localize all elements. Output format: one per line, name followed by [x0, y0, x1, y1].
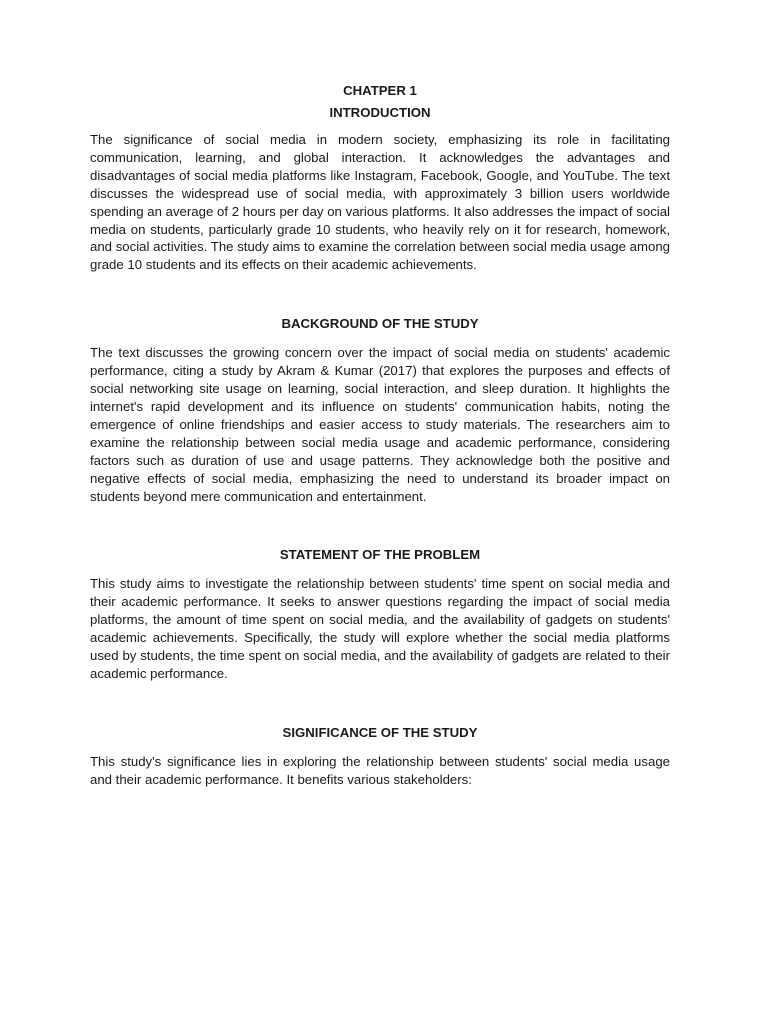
section-heading-background: BACKGROUND OF THE STUDY [281, 316, 479, 332]
section-heading-statement-of-problem: STATEMENT OF THE PROBLEM [279, 547, 481, 563]
chapter-title: CHATPER 1 [343, 83, 417, 98]
section-body-background: The text discusses the growing concern over the impact of social media on students' academic performance, citing a study by Akram & Kumar (2017) that explores the purposes and effects of social networking site usage on learning, social interaction, and sleep duration. It highlights the internet's rapid development and its influence on students' communication habits, noting the emergence of online friendships and easier access to study materials. The researchers aim to examine the relationship between social media usage and academic performance, considering factors such as duration of use and usage patterns. They acknowledge both the positive and negative effects of social media, emphasizing the need to understand its broader impact on students beyond mere communication and entertainment. [90, 345, 670, 504]
section-body-significance: This study's significance lies in exploring the relationship between students' social media usage and their academic performance. It benefits various stakeholders: [90, 753, 670, 787]
section-heading-introduction: INTRODUCTION [329, 105, 431, 120]
section-body-statement-of-problem: This study aims to investigate the relationship between students' time spent on social media and their academic performance. It seeks to answer questions regarding the impact of social media platforms, the amount of time spent on social media, and the availability of gadgets on students' academic achievements. Specifically, the study will explore whether the social media platforms used by students, the time spent on social media, and the availability of gadgets are related to their academic performance. [90, 576, 670, 681]
section-body-introduction: The significance of social media in modern society, emphasizing its role in facilitating communication, learning, and global interaction. It acknowledges the advantages and disadvantages of social media platforms like Instagram, Facebook, Google, and YouTube. The text discusses the widespread use of social media, with approximately 3 billion users worldwide spending an average of 2 hours per day on various platforms. It also addresses the impact of social media on students, particularly grade 10 students, who heavily rely on it for research, homework, and social activities. The study aims to examine the correlation between social media usage among grade 10 students and its effects on their academic achievements. [90, 132, 670, 273]
document-page [90, 82, 670, 789]
section-heading-significance: SIGNIFICANCE OF THE STUDY [282, 724, 478, 740]
